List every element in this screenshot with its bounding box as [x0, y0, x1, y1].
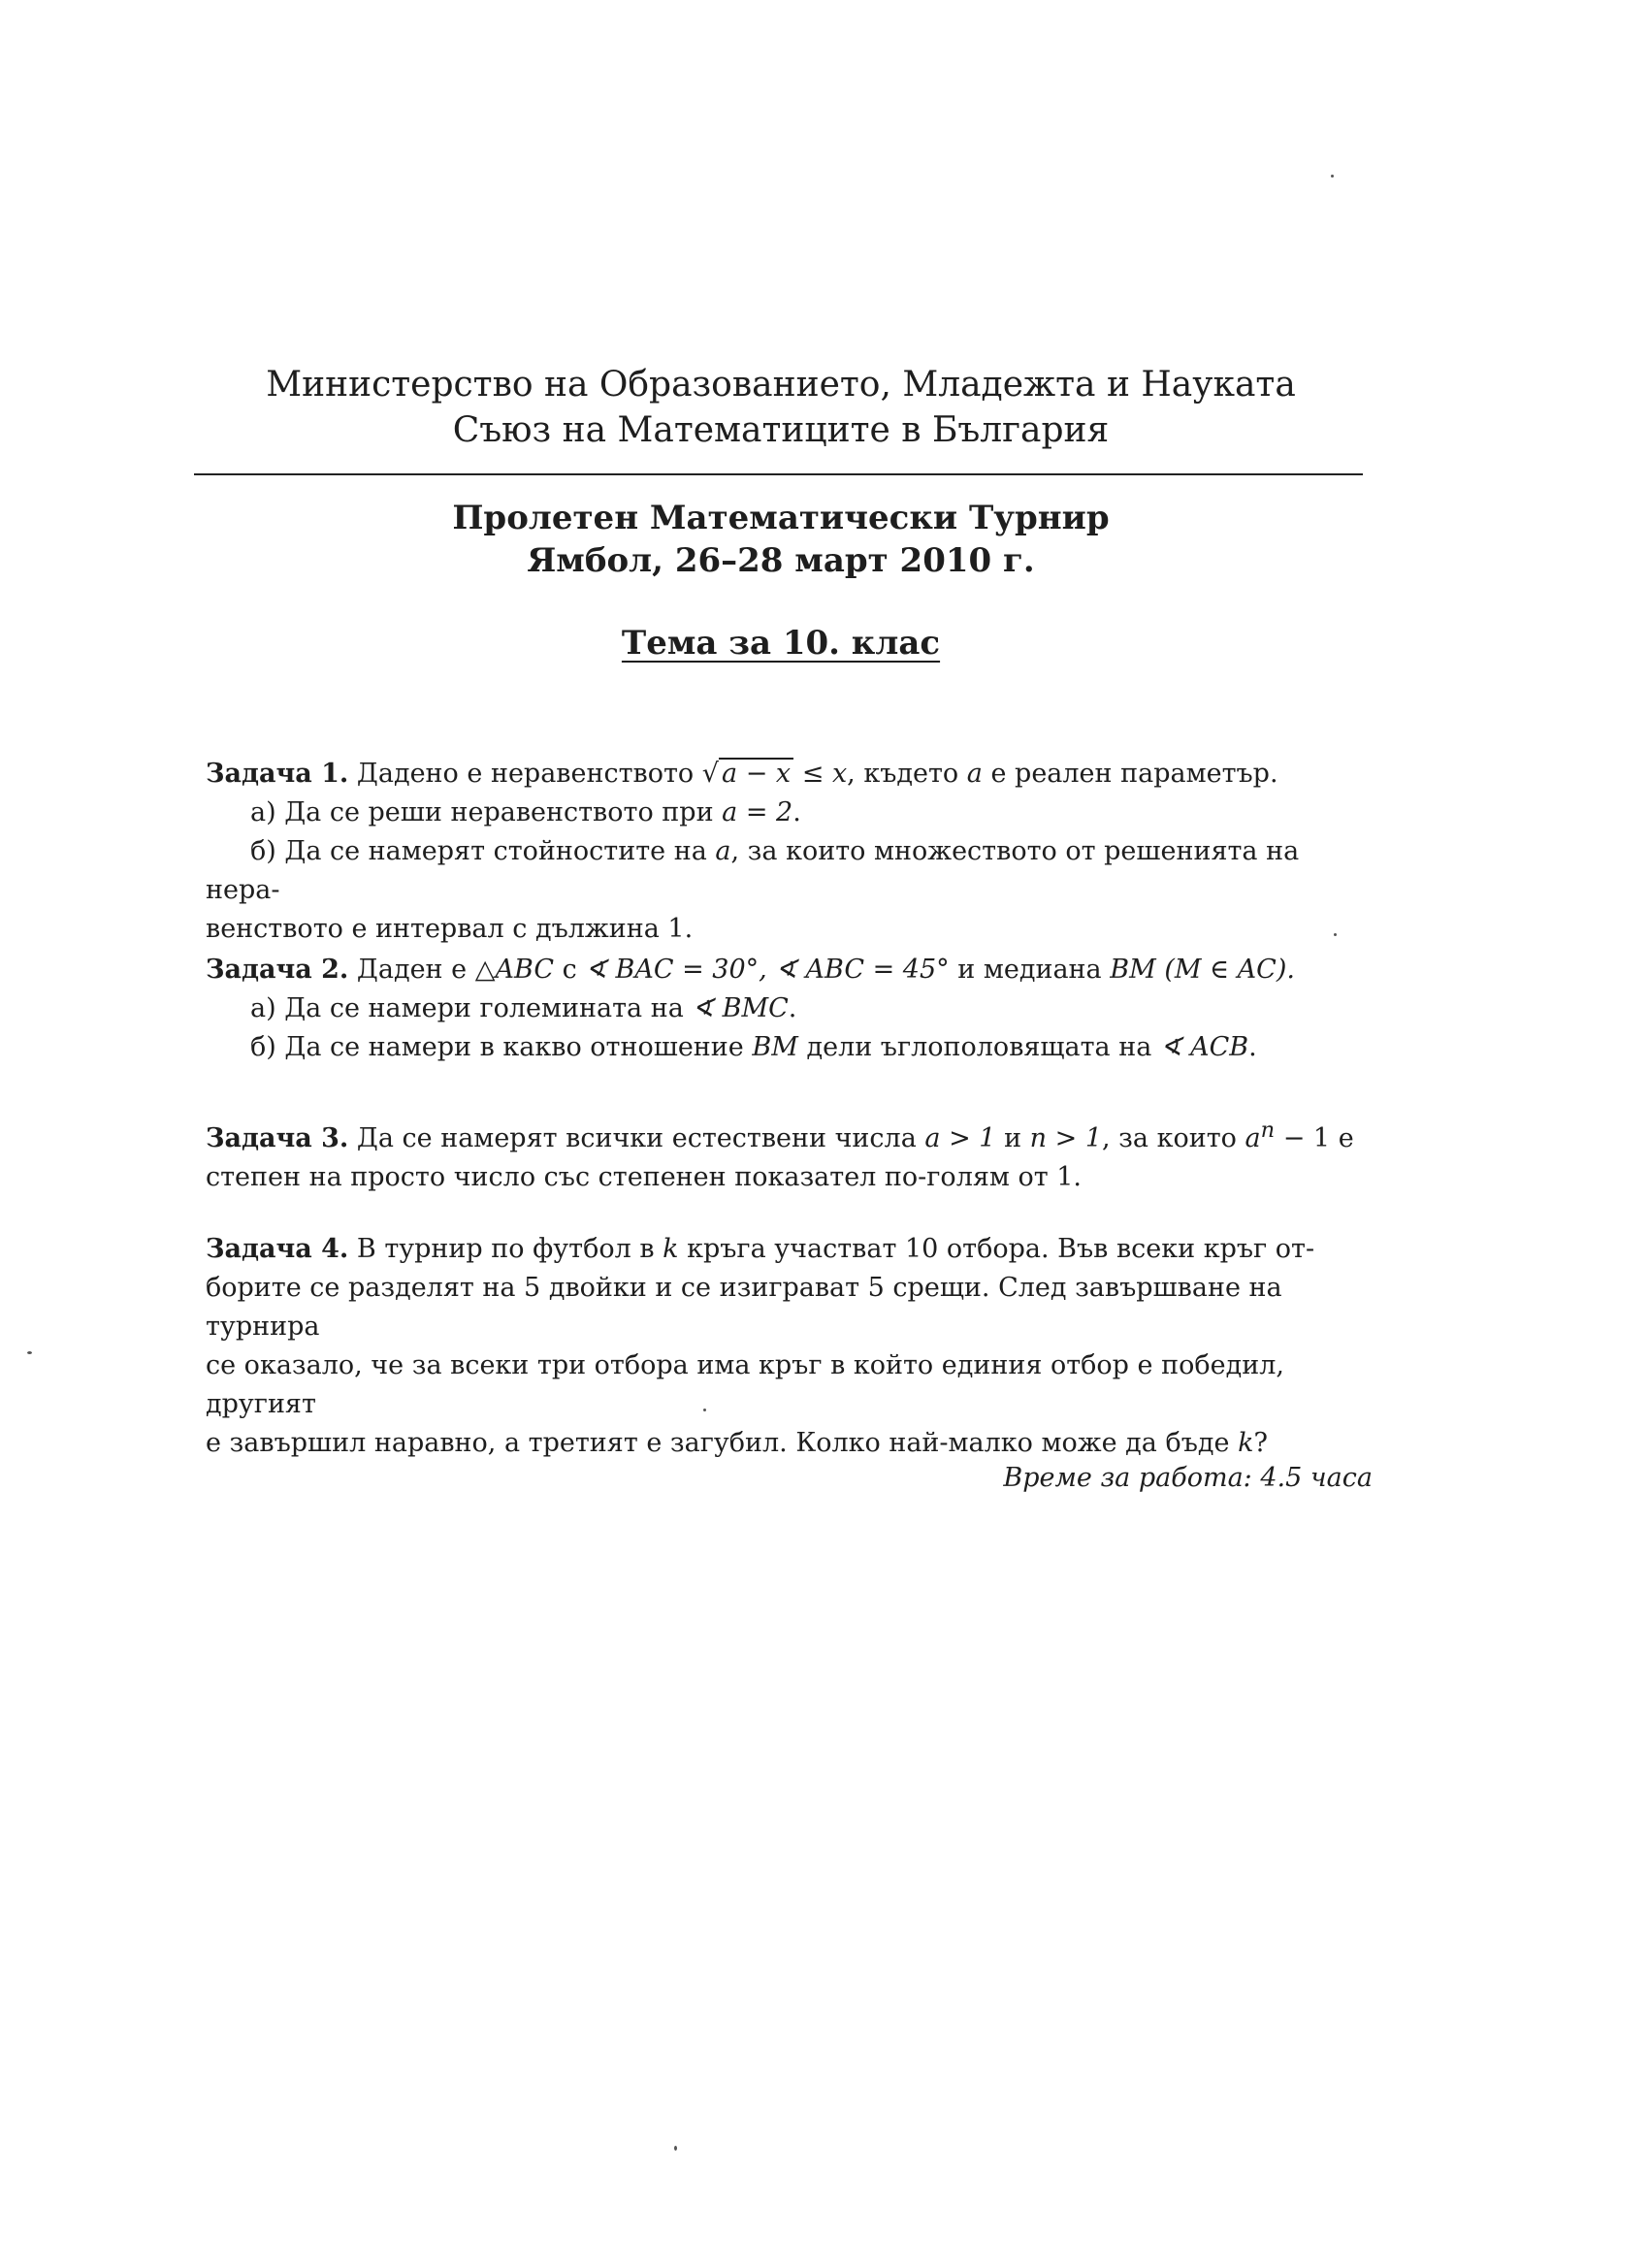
problem-2-label: Задача 2.	[206, 955, 349, 985]
power-rest: − 1	[1282, 1123, 1331, 1153]
problem-1-part-a	[206, 794, 1370, 832]
sqrt-radicand: a − x	[719, 758, 793, 789]
problem-4	[206, 1230, 1370, 1463]
part-b-mid: дели ъглополовящата на	[806, 1032, 1152, 1062]
power-base: a	[1245, 1123, 1261, 1153]
union-name: Съюз на Математиците в България	[452, 410, 1110, 451]
part-b-math2: ∢ ACB	[1159, 1032, 1249, 1062]
problem-4-line-1	[206, 1230, 1370, 1269]
problem-3-label: Задача 3.	[206, 1123, 349, 1153]
part-b-end: .	[1248, 1032, 1257, 1062]
problem-1-part-b	[206, 832, 1370, 910]
problem-2-part-a	[206, 989, 1370, 1028]
topic-heading	[194, 624, 1368, 663]
problem-3-statement	[206, 1111, 1370, 1158]
topic-label: Тема за 10. клас	[621, 624, 941, 663]
part-b-end: , за които множеството от решенията на нера-	[206, 836, 1300, 905]
line-4b: ?	[1253, 1428, 1268, 1458]
ministry-name: Министерство на Образованието, Младежта и Науката	[266, 365, 1296, 405]
part-b-text: б) Да се намери в какво отношение	[250, 1032, 744, 1062]
problem-2-intro: Даден е	[356, 955, 468, 985]
word-is: е	[1338, 1123, 1354, 1153]
var-k-1: k	[663, 1234, 679, 1264]
part-a-text: а) Да се намери големината на	[250, 993, 684, 1023]
part-b-math: BM	[752, 1032, 798, 1062]
problem-1-tail: , където	[847, 759, 959, 789]
document-header	[194, 364, 1368, 451]
problem-1-tail2: е реален параметър.	[990, 759, 1278, 789]
median-bm: BM	[1110, 955, 1156, 985]
problem-4-line-2: борите се разделят на 5 двойки и се изиграват 5 срещи. След завършване на турнира	[206, 1273, 1282, 1342]
scan-speck	[674, 2146, 677, 2151]
word-and: и	[1004, 1123, 1022, 1153]
param-a: a	[966, 759, 983, 789]
sqrt-symbol: √	[701, 759, 720, 789]
problem-3-intro: Да се намерят всички естествени числа	[356, 1123, 917, 1153]
scan-speck	[703, 1409, 706, 1411]
problem-1-label: Задача 1.	[206, 759, 349, 789]
problem-4-line-3: се оказало, че за всеки три отбора има кръг в който единия отбор е победил, другият	[206, 1350, 1284, 1419]
part-a-end: .	[788, 993, 797, 1023]
triangle-abc: △ABC	[474, 955, 554, 985]
angle-conditions: ∢ BAC = 30°, ∢ ABC = 45°	[585, 955, 950, 985]
problem-3-cont: степен на просто число със степенен показател по-голям от 1.	[206, 1162, 1082, 1192]
condition-a: a > 1	[924, 1123, 996, 1153]
problem-1-intro: Дадено е неравенството	[356, 759, 695, 789]
line-1a: В турнир по футбол в	[356, 1234, 655, 1264]
power-expression	[1245, 1118, 1331, 1153]
time-limit: Време за работа: 4.5 часа	[1003, 1463, 1373, 1493]
scan-speck	[1334, 933, 1337, 936]
word-c: с	[562, 955, 577, 985]
scan-speck	[1331, 175, 1334, 178]
event-place-date: Ямбол, 26–28 март 2010 г.	[527, 541, 1035, 581]
problem-4-label: Задача 4.	[206, 1234, 349, 1264]
part-a-end: .	[792, 797, 801, 827]
scan-speck	[27, 1351, 32, 1354]
for-which: , за които	[1102, 1123, 1237, 1153]
part-b-math: a	[715, 836, 731, 866]
problem-1-part-b-cont: венството е интервал с дължина 1.	[206, 914, 694, 944]
problem-2-statement	[206, 951, 1370, 989]
problem-2	[206, 951, 1370, 1067]
median-condition: (M ∈ AC).	[1164, 955, 1295, 985]
part-a-text: а) Да се реши неравенството при	[250, 797, 714, 827]
power-exponent: n	[1260, 1118, 1276, 1143]
header-divider	[194, 473, 1363, 475]
part-a-math: ∢ BMC	[692, 993, 789, 1023]
line-4a: е завършил наравно, а третият е загубил. Колко най-малко може да бъде	[206, 1428, 1230, 1458]
event-title-block	[194, 497, 1368, 582]
var-k-2: k	[1238, 1428, 1254, 1458]
problem-2-part-b	[206, 1028, 1370, 1067]
inequality-rhs: ≤ x	[801, 759, 848, 789]
part-b-text: б) Да се намерят стойностите на	[250, 836, 707, 866]
part-a-math: a = 2	[722, 797, 793, 827]
problem-4-line-4	[206, 1424, 1370, 1463]
problem-1-statement	[206, 755, 1370, 794]
condition-n: n > 1	[1029, 1123, 1103, 1153]
median-word: и медиана	[957, 955, 1102, 985]
problem-3	[206, 1111, 1370, 1197]
event-name: Пролетен Математически Турнир	[452, 499, 1110, 537]
line-1b: кръга участват 10 отбора. Във всеки кръг от-	[687, 1234, 1315, 1264]
problem-1	[206, 755, 1370, 949]
